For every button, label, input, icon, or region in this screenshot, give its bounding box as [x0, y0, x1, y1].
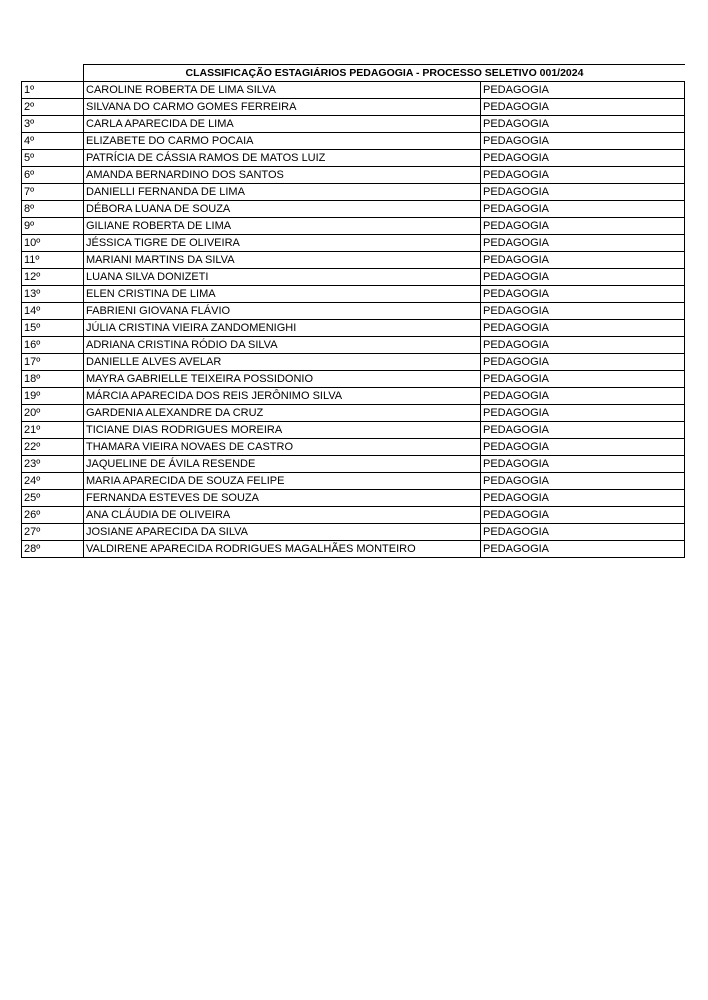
name-cell: CARLA APARECIDA DE LIMA	[84, 116, 481, 133]
name-cell: JAQUELINE DE ÁVILA RESENDE	[84, 456, 481, 473]
course-cell: PEDAGOGIA	[481, 456, 685, 473]
course-cell: PEDAGOGIA	[481, 235, 685, 252]
position-cell: 19º	[22, 388, 84, 405]
name-cell: MÁRCIA APARECIDA DOS REIS JERÔNIMO SILVA	[84, 388, 481, 405]
table-row	[22, 388, 685, 405]
table-row	[22, 422, 685, 439]
position-cell: 6º	[22, 167, 84, 184]
position-cell: 15º	[22, 320, 84, 337]
position-cell: 7º	[22, 184, 84, 201]
course-cell: PEDAGOGIA	[481, 490, 685, 507]
table-row	[22, 201, 685, 218]
course-cell: PEDAGOGIA	[481, 473, 685, 490]
table-row	[22, 99, 685, 116]
position-cell: 11º	[22, 252, 84, 269]
position-cell: 5º	[22, 150, 84, 167]
position-cell: 25º	[22, 490, 84, 507]
name-cell: ELIZABETE DO CARMO POCAIA	[84, 133, 481, 150]
position-cell: 8º	[22, 201, 84, 218]
name-cell: MARIANI MARTINS DA SILVA	[84, 252, 481, 269]
course-cell: PEDAGOGIA	[481, 218, 685, 235]
table-row	[22, 541, 685, 558]
table-row	[22, 405, 685, 422]
course-cell: PEDAGOGIA	[481, 184, 685, 201]
table-row	[22, 133, 685, 150]
name-cell: JÚLIA CRISTINA VIEIRA ZANDOMENIGHI	[84, 320, 481, 337]
name-cell: AMANDA BERNARDINO DOS SANTOS	[84, 167, 481, 184]
table-row	[22, 184, 685, 201]
name-cell: THAMARA VIEIRA NOVAES DE CASTRO	[84, 439, 481, 456]
position-cell: 23º	[22, 456, 84, 473]
course-cell: PEDAGOGIA	[481, 320, 685, 337]
course-cell: PEDAGOGIA	[481, 388, 685, 405]
table-row	[22, 218, 685, 235]
course-cell: PEDAGOGIA	[481, 201, 685, 218]
course-cell: PEDAGOGIA	[481, 82, 685, 99]
position-cell: 17º	[22, 354, 84, 371]
course-cell: PEDAGOGIA	[481, 99, 685, 116]
course-cell: PEDAGOGIA	[481, 507, 685, 524]
table-row	[22, 354, 685, 371]
position-cell: 13º	[22, 286, 84, 303]
name-cell: VALDIRENE APARECIDA RODRIGUES MAGALHÃES MONTEIRO	[84, 541, 481, 558]
table-row	[22, 524, 685, 541]
title-row	[21, 64, 684, 81]
name-cell: DANIELLI FERNANDA DE LIMA	[84, 184, 481, 201]
position-cell: 2º	[22, 99, 84, 116]
course-cell: PEDAGOGIA	[481, 303, 685, 320]
position-cell: 12º	[22, 269, 84, 286]
name-cell: DÉBORA LUANA DE SOUZA	[84, 201, 481, 218]
classification-table-body	[22, 82, 685, 558]
position-cell: 28º	[22, 541, 84, 558]
course-cell: PEDAGOGIA	[481, 422, 685, 439]
position-cell: 22º	[22, 439, 84, 456]
table-row	[22, 235, 685, 252]
table-row	[22, 167, 685, 184]
name-cell: CAROLINE ROBERTA DE LIMA SILVA	[84, 82, 481, 99]
table-row	[22, 269, 685, 286]
table-row	[22, 371, 685, 388]
name-cell: FABRIENI GIOVANA FLÁVIO	[84, 303, 481, 320]
course-cell: PEDAGOGIA	[481, 371, 685, 388]
table-row	[22, 303, 685, 320]
position-cell: 14º	[22, 303, 84, 320]
position-cell: 10º	[22, 235, 84, 252]
table-row	[22, 286, 685, 303]
course-cell: PEDAGOGIA	[481, 354, 685, 371]
name-cell: JOSIANE APARECIDA DA SILVA	[84, 524, 481, 541]
name-cell: GILIANE ROBERTA DE LIMA	[84, 218, 481, 235]
name-cell: ADRIANA CRISTINA RÓDIO DA SILVA	[84, 337, 481, 354]
name-cell: GARDENIA ALEXANDRE DA CRUZ	[84, 405, 481, 422]
name-cell: LUANA SILVA DONIZETI	[84, 269, 481, 286]
course-cell: PEDAGOGIA	[481, 524, 685, 541]
course-cell: PEDAGOGIA	[481, 405, 685, 422]
position-cell: 1º	[22, 82, 84, 99]
table-row	[22, 252, 685, 269]
course-cell: PEDAGOGIA	[481, 269, 685, 286]
name-cell: MARIA APARECIDA DE SOUZA FELIPE	[84, 473, 481, 490]
table-row	[22, 456, 685, 473]
course-cell: PEDAGOGIA	[481, 541, 685, 558]
course-cell: PEDAGOGIA	[481, 167, 685, 184]
table-row	[22, 473, 685, 490]
name-cell: ANA CLÁUDIA DE OLIVEIRA	[84, 507, 481, 524]
position-cell: 18º	[22, 371, 84, 388]
position-cell: 3º	[22, 116, 84, 133]
name-cell: FERNANDA ESTEVES DE SOUZA	[84, 490, 481, 507]
classification-sheet	[21, 64, 684, 558]
table-row	[22, 337, 685, 354]
name-cell: TICIANE DIAS RODRIGUES MOREIRA	[84, 422, 481, 439]
table-row	[22, 150, 685, 167]
name-cell: DANIELLE ALVES AVELAR	[84, 354, 481, 371]
position-cell: 26º	[22, 507, 84, 524]
course-cell: PEDAGOGIA	[481, 286, 685, 303]
table-row	[22, 507, 685, 524]
course-cell: PEDAGOGIA	[481, 150, 685, 167]
document-title: CLASSIFICAÇÃO ESTAGIÁRIOS PEDAGOGIA - PROCESSO SELETIVO 001/2024	[83, 64, 685, 81]
course-cell: PEDAGOGIA	[481, 116, 685, 133]
table-row	[22, 82, 685, 99]
position-cell: 16º	[22, 337, 84, 354]
table-row	[22, 439, 685, 456]
table-row	[22, 490, 685, 507]
course-cell: PEDAGOGIA	[481, 337, 685, 354]
name-cell: SILVANA DO CARMO GOMES FERREIRA	[84, 99, 481, 116]
table-row	[22, 116, 685, 133]
course-cell: PEDAGOGIA	[481, 252, 685, 269]
course-cell: PEDAGOGIA	[481, 133, 685, 150]
name-cell: ELEN CRISTINA DE LIMA	[84, 286, 481, 303]
name-cell: PATRÍCIA DE CÁSSIA RAMOS DE MATOS LUIZ	[84, 150, 481, 167]
course-cell: PEDAGOGIA	[481, 439, 685, 456]
position-cell: 24º	[22, 473, 84, 490]
position-cell: 4º	[22, 133, 84, 150]
name-cell: JÉSSICA TIGRE DE OLIVEIRA	[84, 235, 481, 252]
name-cell: MAYRA GABRIELLE TEIXEIRA POSSIDONIO	[84, 371, 481, 388]
classification-table	[21, 81, 685, 558]
position-cell: 20º	[22, 405, 84, 422]
table-row	[22, 320, 685, 337]
position-cell: 9º	[22, 218, 84, 235]
position-cell: 21º	[22, 422, 84, 439]
position-cell: 27º	[22, 524, 84, 541]
